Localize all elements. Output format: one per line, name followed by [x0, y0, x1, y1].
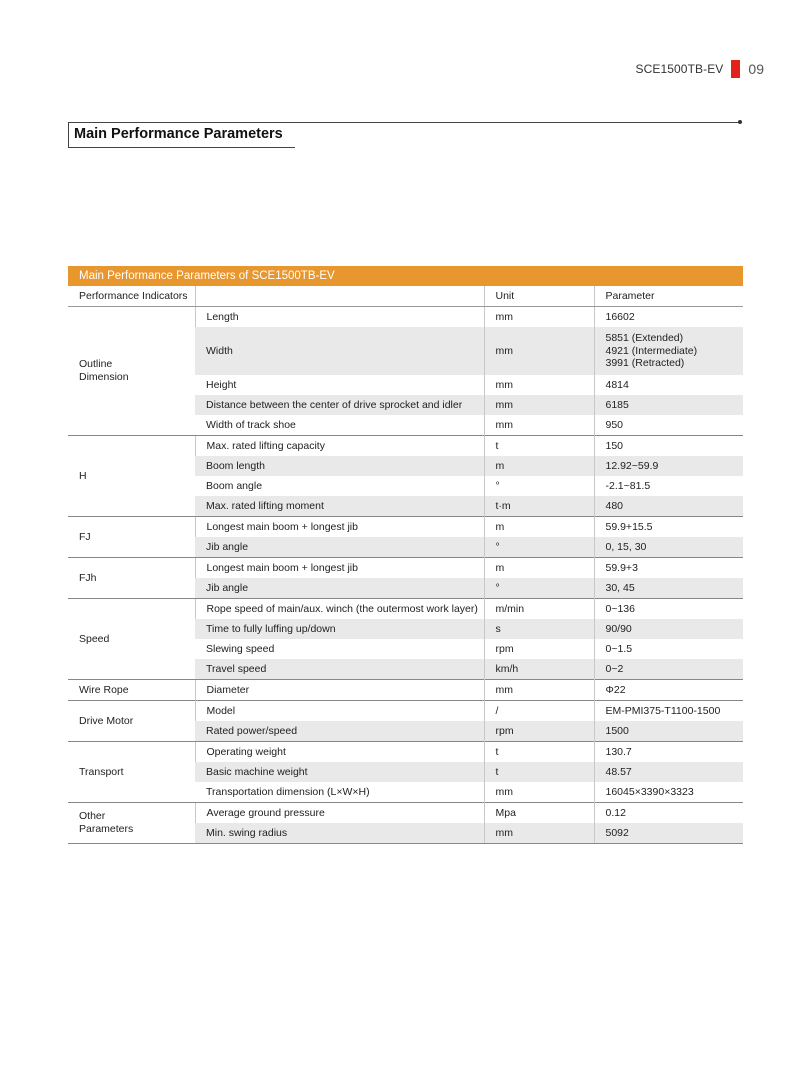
- unit-cell: mm: [484, 823, 594, 844]
- parameter-name: Time to fully luffing up/down: [195, 619, 484, 639]
- parameters-table: [68, 286, 743, 844]
- unit-cell: m/min: [484, 599, 594, 620]
- parameter-value: 130.7: [594, 742, 743, 763]
- group-label: Outline Dimension: [68, 307, 195, 436]
- unit-cell: m: [484, 517, 594, 538]
- parameter-value: 30, 45: [594, 578, 743, 599]
- parameter-value: 0~2: [594, 659, 743, 680]
- unit-cell: mm: [484, 782, 594, 803]
- table-row: [68, 742, 743, 763]
- table-caption: Main Performance Parameters of SCE1500TB-EV: [68, 266, 743, 286]
- parameter-name: Boom angle: [206, 479, 263, 492]
- column-header: [195, 286, 484, 307]
- column-header: Parameter: [594, 286, 743, 307]
- parameter-value: 12.92~59.9: [594, 456, 743, 476]
- parameter-name: Rated power/speed: [195, 721, 484, 742]
- unit-cell: m: [484, 456, 594, 476]
- group-label: Speed: [68, 599, 195, 680]
- page-header: [636, 59, 765, 79]
- table-row: [68, 436, 743, 457]
- section-title: Main Performance Parameters: [68, 122, 295, 148]
- unit-cell: t: [484, 762, 594, 782]
- unit-cell: mm: [484, 375, 594, 395]
- group-label: Transport: [68, 742, 195, 803]
- parameter-name: Width of track shoe: [206, 418, 296, 431]
- parameter-name: Max. rated lifting capacity: [195, 436, 484, 457]
- table-row: [68, 558, 743, 579]
- unit-cell: mm: [484, 307, 594, 328]
- parameters-table-container: [68, 266, 743, 844]
- parameter-name: Transportation dimension (L×W×H): [206, 785, 370, 798]
- parameter-value: 950: [594, 415, 743, 436]
- parameter-value: 6185: [594, 395, 743, 415]
- table-row: [68, 680, 743, 701]
- parameter-value: 0.12: [594, 803, 743, 824]
- parameter-value: 480: [594, 496, 743, 517]
- unit-cell: t·m: [484, 496, 594, 517]
- parameter-name: Length: [195, 307, 484, 328]
- parameter-value: 16602: [594, 307, 743, 328]
- parameter-value: 59.9+3: [594, 558, 743, 579]
- table-header-row: [68, 286, 743, 307]
- parameter-value: EM-PMI375-T1100-1500: [594, 701, 743, 722]
- unit-cell: mm: [484, 395, 594, 415]
- accent-bar: [731, 60, 740, 78]
- page-number: 09: [748, 61, 764, 77]
- parameter-name: Jib angle: [195, 537, 484, 558]
- column-header: Performance Indicators: [68, 286, 195, 307]
- group-label: Other Parameters: [68, 803, 195, 844]
- parameter-name: Longest main boom + longest jib: [195, 517, 484, 538]
- group-label: FJh: [68, 558, 195, 599]
- table-row: [68, 803, 743, 824]
- group-label: H: [68, 436, 195, 517]
- parameter-value: 59.9+15.5: [594, 517, 743, 538]
- parameter-name: Height: [206, 378, 237, 391]
- parameter-value: -2.1~81.5: [594, 476, 743, 496]
- parameter-value: 16045×3390×3323: [594, 782, 743, 803]
- unit-cell: mm: [484, 327, 594, 375]
- unit-cell: m: [484, 558, 594, 579]
- table-row: [68, 701, 743, 722]
- parameter-name: Model: [195, 701, 484, 722]
- parameter-value: 90/90: [594, 619, 743, 639]
- unit-cell: mm: [484, 415, 594, 436]
- parameter-name: Travel speed: [195, 659, 484, 680]
- parameter-name: Max. rated lifting moment: [195, 496, 484, 517]
- parameter-value: 48.57: [594, 762, 743, 782]
- unit-cell: rpm: [484, 721, 594, 742]
- parameter-name: Rope speed of main/aux. winch (the outermost work layer): [195, 599, 484, 620]
- parameter-value: 0, 15, 30: [594, 537, 743, 558]
- table-row: [68, 307, 743, 328]
- group-label: Wire Rope: [68, 680, 195, 701]
- parameter-name: Slewing speed: [206, 642, 275, 655]
- unit-cell: mm: [484, 680, 594, 701]
- unit-cell: s: [484, 619, 594, 639]
- parameter-name: Longest main boom + longest jib: [195, 558, 484, 579]
- title-rule-dot: [738, 120, 742, 124]
- unit-cell: t: [484, 742, 594, 763]
- parameter-value: 0~136: [594, 599, 743, 620]
- parameter-value: 5092: [594, 823, 743, 844]
- parameter-name: Diameter: [195, 680, 484, 701]
- parameter-value: 150: [594, 436, 743, 457]
- parameter-name: Jib angle: [195, 578, 484, 599]
- parameter-name: Width: [195, 327, 484, 375]
- model-name: SCE1500TB-EV: [635, 62, 724, 76]
- unit-cell: Mpa: [484, 803, 594, 824]
- table-row: [68, 517, 743, 538]
- parameter-value: 0~1.5: [594, 639, 743, 659]
- column-header: Unit: [484, 286, 594, 307]
- parameter-value: 4814: [594, 375, 743, 395]
- group-label: Drive Motor: [68, 701, 195, 742]
- parameter-name: Boom length: [195, 456, 484, 476]
- unit-cell: km/h: [484, 659, 594, 680]
- table-row: [68, 599, 743, 620]
- parameter-value: Φ22: [594, 680, 743, 701]
- parameter-name: Min. swing radius: [195, 823, 484, 844]
- unit-cell: °: [484, 537, 594, 558]
- parameter-name: Distance between the center of drive sprocket and idler: [195, 395, 484, 415]
- parameter-name: Average ground pressure: [195, 803, 484, 824]
- unit-cell: t: [484, 436, 594, 457]
- unit-cell: °: [484, 476, 594, 496]
- parameter-value: 5851 (Extended) 4921 (Intermediate) 3991 (Retracted): [594, 327, 743, 375]
- parameter-value: 1500: [594, 721, 743, 742]
- unit-cell: /: [484, 701, 594, 722]
- unit-cell: rpm: [484, 639, 594, 659]
- group-label: FJ: [68, 517, 195, 558]
- unit-cell: °: [484, 578, 594, 599]
- parameter-name: Basic machine weight: [195, 762, 484, 782]
- parameter-name: Operating weight: [195, 742, 484, 763]
